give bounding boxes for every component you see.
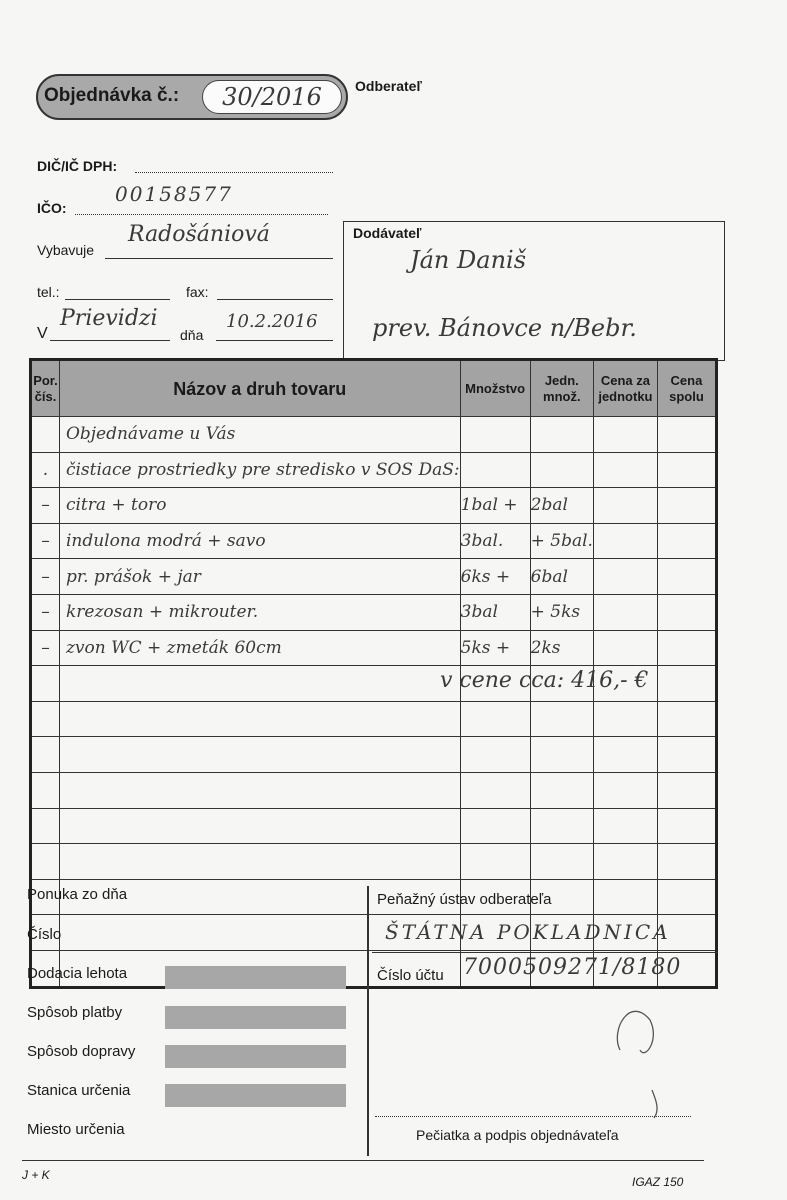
- cell-price: [593, 417, 657, 453]
- bank-value: ŠTÁTNA POKLADNICA: [385, 920, 671, 944]
- cell-total: [657, 772, 716, 808]
- cell-qty: [460, 772, 530, 808]
- supplier-address: prev. Bánovce n/Bebr.: [372, 314, 637, 342]
- account-value: 7000509271/8180: [463, 955, 682, 980]
- cell-name: indulona modrá + savo: [59, 523, 460, 559]
- cell-qty: 1bal +: [460, 488, 530, 524]
- cell-dash: .: [31, 452, 60, 488]
- cell-qty: [460, 701, 530, 737]
- cell-price: [593, 523, 657, 559]
- tel-label: tel.:: [37, 284, 60, 300]
- cell-total: [657, 666, 716, 702]
- cell-unit: [530, 452, 593, 488]
- cell-name: [59, 844, 460, 880]
- cell-name: [59, 701, 460, 737]
- supplier-header: Dodávateľ: [353, 225, 422, 241]
- col-name: Názov a druh tovaru: [59, 360, 460, 417]
- cell-name: [59, 737, 460, 773]
- dodacia-field: [165, 966, 346, 989]
- cell-total: [657, 808, 716, 844]
- cell-name: [59, 808, 460, 844]
- cell-total: [657, 417, 716, 453]
- cell-unit: 6bal: [530, 559, 593, 595]
- col-total: Cena spolu: [657, 360, 716, 417]
- table-row: [31, 701, 717, 737]
- cell-name: Objednávame u Vás: [59, 417, 460, 453]
- cell-price: [593, 488, 657, 524]
- cell-total: [657, 559, 716, 595]
- cell-unit: [530, 737, 593, 773]
- cell-dash: [31, 666, 60, 702]
- cell-dash: [31, 701, 60, 737]
- table-row: [31, 594, 717, 630]
- cell-dash: [31, 844, 60, 880]
- table-row: [31, 452, 717, 488]
- order-number: 30/2016: [202, 80, 342, 114]
- cell-qty: [460, 808, 530, 844]
- cell-unit: [530, 701, 593, 737]
- dic-label: DIČ/IČ DPH:: [37, 158, 118, 174]
- bottom-line: [22, 1150, 704, 1161]
- cell-qty: [460, 417, 530, 453]
- table-row: [31, 879, 717, 915]
- v-label: V: [37, 325, 48, 342]
- table-row: [31, 417, 717, 453]
- cell-qty: 6ks +: [460, 559, 530, 595]
- footer-divider: [367, 886, 369, 1156]
- cell-total: [657, 594, 716, 630]
- cell-unit: [530, 808, 593, 844]
- bank-line: [372, 940, 718, 953]
- table-row: [31, 630, 717, 666]
- place-value: Prievidzi: [60, 306, 158, 331]
- cell-unit: + 5bal.: [530, 523, 593, 559]
- cell-total: [657, 844, 716, 880]
- cell-name: pr. prášok + jar: [59, 559, 460, 595]
- cell-unit: [530, 844, 593, 880]
- fax-label: fax:: [186, 284, 209, 300]
- dodacia-label: Dodacia lehota: [27, 965, 128, 982]
- bank-label: Peňažný ústav odberateľa: [377, 891, 552, 908]
- dopravy-label: Spôsob dopravy: [27, 1043, 136, 1060]
- cislo-label: Číslo: [27, 926, 62, 943]
- table-row: [31, 737, 717, 773]
- cell-price: [593, 452, 657, 488]
- cell-total: [657, 630, 716, 666]
- order-number-box: [36, 74, 348, 120]
- table-row: [31, 559, 717, 595]
- cell-price: [593, 701, 657, 737]
- cell-unit: [530, 772, 593, 808]
- col-unit: Jedn. množ.: [530, 360, 593, 417]
- cell-total: [657, 737, 716, 773]
- cell-qty: 3bal: [460, 594, 530, 630]
- cell-dash: –: [31, 559, 60, 595]
- table-row: [31, 488, 717, 524]
- ico-value: 00158577: [115, 182, 233, 206]
- cell-name: čistiace prostriedky pre stredisko v SOS DaS:: [59, 452, 460, 488]
- col-por: Por. čís.: [31, 360, 60, 417]
- cell-price: [593, 737, 657, 773]
- cell-price: [593, 879, 657, 915]
- cell-price: [593, 559, 657, 595]
- table-row: [31, 808, 717, 844]
- table-header-row: [31, 360, 717, 417]
- stamp-line: [375, 1106, 691, 1117]
- cell-dash: –: [31, 488, 60, 524]
- cell-total: [657, 523, 716, 559]
- cell-qty: [460, 452, 530, 488]
- jk-mark: J + K: [22, 1168, 50, 1182]
- cell-total: [657, 701, 716, 737]
- order-label: Objednávka č.:: [44, 85, 180, 106]
- supplier-name: Ján Daniš: [410, 246, 527, 274]
- cell-name: krezosan + mikrouter.: [59, 594, 460, 630]
- cell-dash: [31, 417, 60, 453]
- cell-unit: [530, 417, 593, 453]
- cell-dash: –: [31, 523, 60, 559]
- cell-total: [657, 488, 716, 524]
- cell-unit: + 5ks: [530, 594, 593, 630]
- dna-label: dňa: [180, 327, 204, 343]
- cell-total: [657, 879, 716, 915]
- miesto-label: Miesto určenia: [27, 1121, 125, 1138]
- cell-price: [593, 808, 657, 844]
- platby-label: Spôsob platby: [27, 1004, 123, 1021]
- table-row: [31, 523, 717, 559]
- cell-dash: [31, 772, 60, 808]
- ponuka-label: Ponuka zo dňa: [27, 886, 128, 903]
- platby-field: [165, 1006, 346, 1029]
- buyer-header: Odberateľ: [355, 78, 422, 94]
- cell-total: [657, 452, 716, 488]
- cell-price: [593, 772, 657, 808]
- col-qty: Množstvo: [460, 360, 530, 417]
- cell-qty: [460, 737, 530, 773]
- cell-qty: 5ks +: [460, 630, 530, 666]
- stanica-label: Stanica určenia: [27, 1082, 131, 1099]
- stanica-field: [165, 1084, 346, 1107]
- cell-name: [59, 666, 460, 702]
- ico-label: IČO:: [37, 200, 67, 216]
- table-row: [31, 772, 717, 808]
- col-price: Cena za jednotku: [593, 360, 657, 417]
- fax-line: [217, 285, 333, 300]
- cell-qty: 3bal.: [460, 523, 530, 559]
- date-value: 10.2.2016: [226, 311, 318, 332]
- table-row: [31, 844, 717, 880]
- cell-price: [593, 594, 657, 630]
- dic-line: [135, 158, 333, 173]
- form-code: IGAZ 150: [632, 1175, 684, 1189]
- account-label: Číslo účtu: [377, 967, 444, 984]
- cell-unit: 2ks: [530, 630, 593, 666]
- vybavuje-label: Vybavuje: [37, 242, 95, 258]
- cell-dash: –: [31, 630, 60, 666]
- cell-name: zvon WC + zmeták 60cm: [59, 630, 460, 666]
- signature-mark: [590, 990, 670, 1120]
- cell-price: [593, 630, 657, 666]
- cell-dash: –: [31, 594, 60, 630]
- cell-dash: [31, 808, 60, 844]
- cell-price: [593, 844, 657, 880]
- cell-unit: 2bal: [530, 488, 593, 524]
- cell-dash: [31, 737, 60, 773]
- cell-qty: [460, 844, 530, 880]
- price-note: v cene cca: 416,- €: [440, 668, 649, 693]
- tel-line: [65, 285, 170, 300]
- dopravy-field: [165, 1045, 346, 1068]
- cell-name: [59, 772, 460, 808]
- cell-name: citra + toro: [59, 488, 460, 524]
- stamp-label: Pečiatka a podpis objednávateľa: [416, 1127, 619, 1143]
- vybavuje-value: Radošániová: [128, 222, 270, 247]
